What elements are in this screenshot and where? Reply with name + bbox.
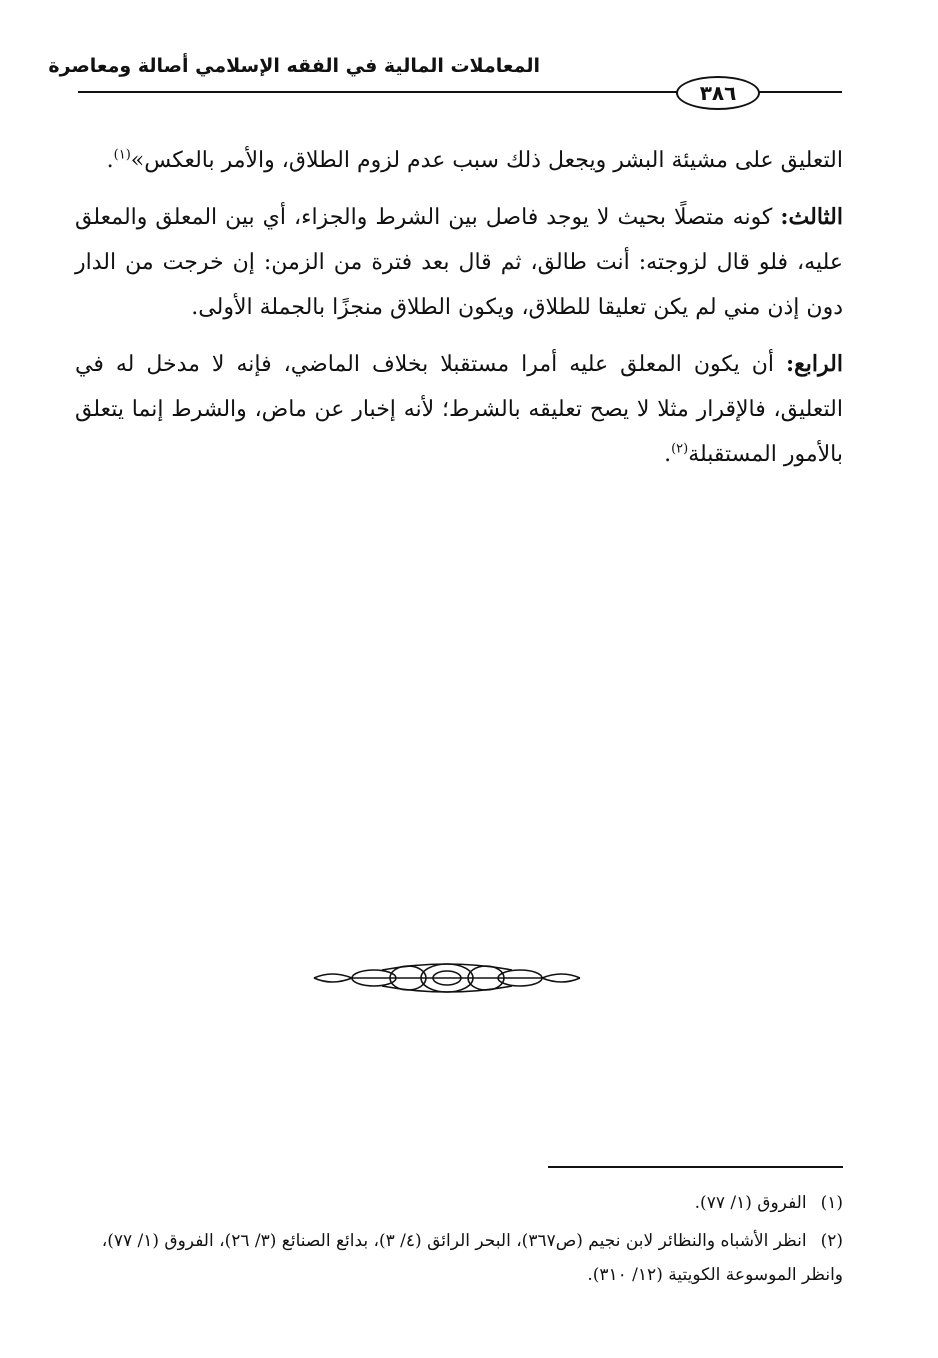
running-header-title: المعاملات المالية في الفقه الإسلامي أصالة ومعاصرة — [48, 55, 540, 77]
main-text — [75, 138, 843, 489]
paragraph-3-lead: الرابع: — [785, 351, 843, 377]
paragraph-2-lead: الثالث: — [780, 204, 843, 230]
paragraph-3 — [75, 342, 843, 477]
paragraph-1 — [75, 138, 843, 183]
paragraph-2 — [75, 195, 843, 330]
footnote-rule — [548, 1166, 843, 1168]
footnote-1-text: الفروق (١/ ٧٧). — [694, 1193, 807, 1213]
section-end-ornament — [312, 960, 582, 996]
footnote-1 — [75, 1186, 843, 1220]
paragraph-3-end: . — [664, 442, 672, 467]
paragraph-1-end: . — [106, 148, 114, 173]
footnote-ref-1: (١) — [113, 147, 131, 163]
page-number: ٣٨٦ — [676, 76, 760, 110]
paragraph-3-text: أن يكون المعلق عليه أمرا مستقبلا بخلاف الماضي، فإنه لا مدخل له في التعليق، فالإقرار مثلا لا يصح تعليقه بالشرط؛ لأنه إخبار عن ماض، والشرط إنما يتعلق بالأمور المستقبلة — [75, 352, 843, 467]
paragraph-1-text: التعليق على مشيئة البشر ويجعل ذلك سبب عدم لزوم الطلاق، والأمر بالعكس» — [130, 148, 843, 173]
footnotes — [75, 1186, 843, 1296]
footnote-2-number: (٢) — [820, 1231, 843, 1251]
paragraph-2-text: كونه متصلًا بحيث لا يوجد فاصل بين الشرط والجزاء، أي بين المعلق والمعلق عليه، فلو قال لزوجته: أنت طالق، ثم قال بعد فترة من الزمن: إن خرجت من الدار دون إذن مني لم يكن تعليقا للطلاق، ويكون الطلاق منجزًا بالجملة الأولى. — [75, 205, 843, 320]
footnote-1-number: (١) — [820, 1193, 843, 1213]
footnote-2-text: انظر الأشباه والنظائر لابن نجيم (ص٣٦٧)، البحر الرائق (٤/ ٣)، بدائع الصنائع (٣/ ٢٦)، الفروق (١/ ٧٧)، وانظر الموسوعة الكويتية (١٢/ ٣١٠). — [101, 1231, 843, 1285]
footnote-2 — [75, 1224, 843, 1292]
footnote-ref-2: (٢) — [671, 441, 689, 457]
